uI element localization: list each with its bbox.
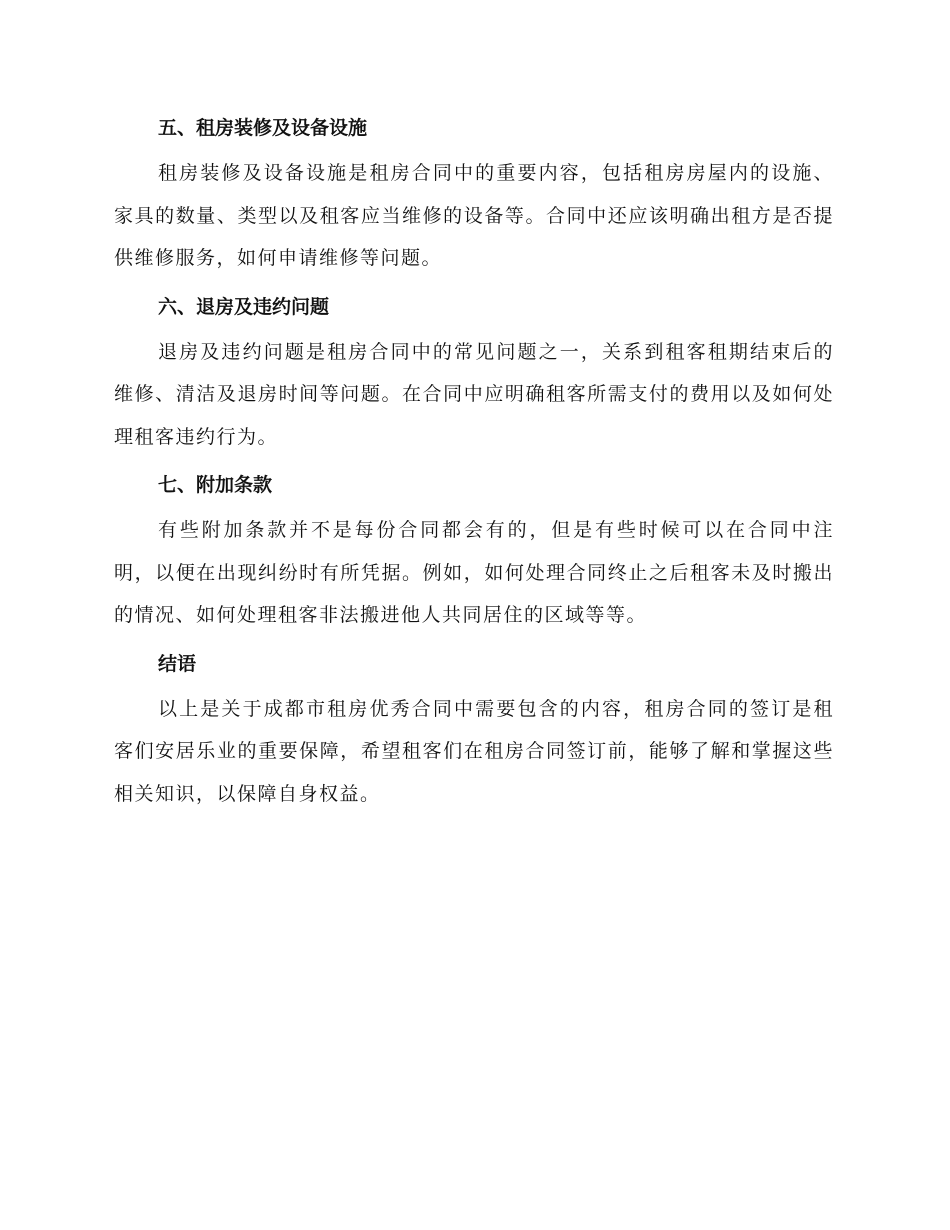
section-body-renovation: 租房装修及设备设施是租房合同中的重要内容，包括租房房屋内的设施、家具的数量、类型以及租客应当维修的设备等。合同中还应该明确出租方是否提供维修服务，如何申请维修等问题。: [114, 162, 834, 269]
section-body-conclusion: 以上是关于成都市租房优秀合同中需要包含的内容，租房合同的签订是租客们安居乐业的重要保障，希望租客们在租房合同签订前，能够了解和掌握这些相关知识，以保障自身权益。: [114, 697, 834, 805]
section-heading-conclusion: 结语: [158, 652, 197, 675]
section-body-checkout-breach: 退房及违约问题是租房合同中的常见问题之一，关系到租客租期结束后的维修、清洁及退房时间等问题。在合同中应明确租客所需支付的费用以及如何处理租客违约行为。: [114, 340, 834, 448]
section-heading-checkout-breach: 六、退房及违约问题: [158, 295, 330, 318]
section-heading-additional-terms: 七、附加条款: [158, 474, 273, 496]
document-content: [114, 110, 834, 824]
section-body-additional-terms: 有些附加条款并不是每份合同都会有的，但是有些时候可以在合同中注明，以便在出现纠纷时有所凭据。例如，如何处理合同终止之后租客未及时搬出的情况、如何处理租客非法搬进他人共同居住的区域等等。: [114, 519, 834, 626]
section-heading-renovation: 五、租房装修及设备设施: [158, 117, 368, 139]
